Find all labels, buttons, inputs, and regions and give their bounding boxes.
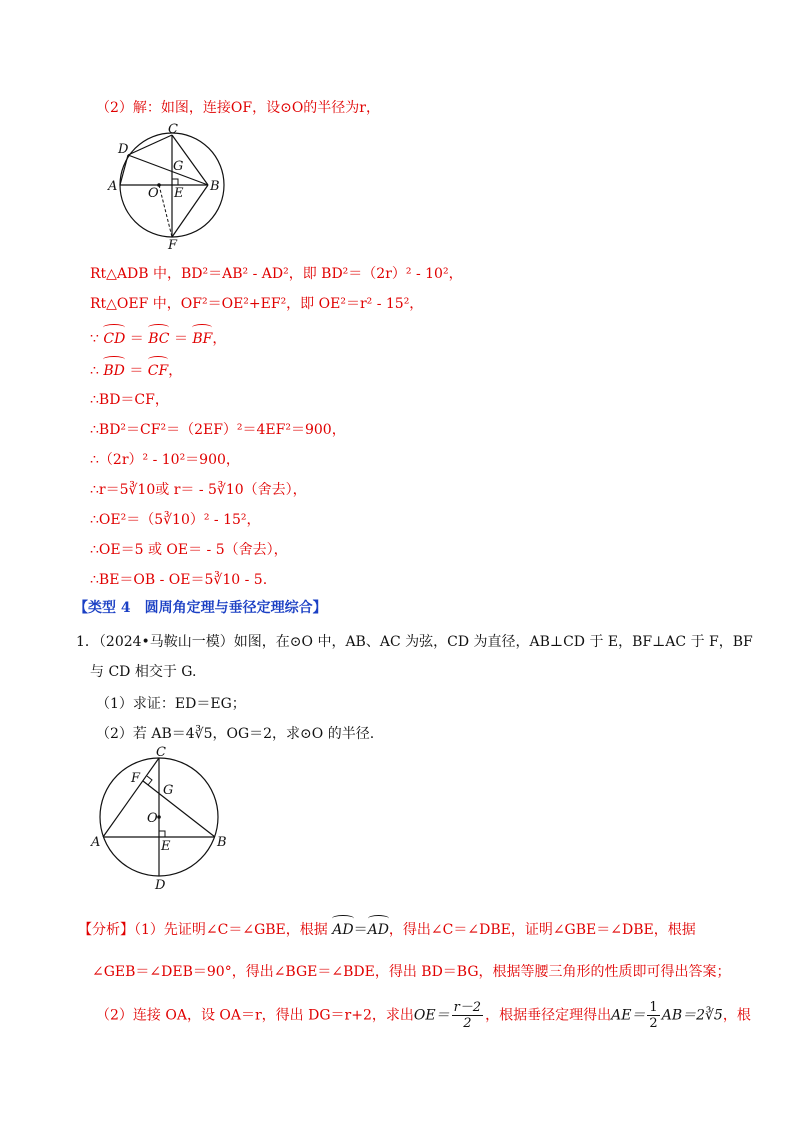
fig2-label-e: E: [161, 839, 171, 854]
section-title: 【类型 4 圆周角定理与垂径定理综合】: [74, 600, 327, 616]
solution-line-1: Rt△ADB 中，BD²＝AB² - AD²，即 BD²＝（2r）² - 10²，: [90, 266, 463, 282]
solution-arc-equation-2: ∴ BD ＝ CF，: [90, 359, 182, 381]
figure-1: [88, 122, 228, 252]
fig2-label-c: C: [156, 745, 166, 760]
fig1-label-c: C: [168, 122, 178, 137]
fig2-label-d: D: [155, 878, 166, 893]
because-symbol: ∵: [90, 331, 99, 347]
problem-line-2: 与 CD 相交于 G.: [90, 664, 197, 680]
fig1-label-b: B: [210, 179, 220, 194]
fig1-label-g: G: [173, 159, 184, 174]
solution-line-6: ∴r＝5∛10或 r＝ - 5∛10（舍去），: [90, 482, 307, 498]
fig2-label-o: O: [147, 811, 158, 826]
fig2-center-dot: [157, 815, 161, 819]
solution-line-9: ∴BE＝OB - OE＝5∛10 - 5.: [90, 572, 268, 588]
arc-bf: BF: [192, 327, 212, 349]
problem-line-1: 1．（2024•马鞍山一模）如图，在⊙O 中，AB、AC 为弦，CD 为直径，AB⊥CD 于 E，BF⊥AC 于 F，BF: [76, 634, 753, 650]
figure-2: [86, 744, 236, 894]
fig1-label-d: D: [118, 142, 129, 157]
fig1-label-o: O: [148, 186, 159, 201]
half-fraction: [647, 1000, 659, 1031]
question-2: （2）若 AB＝4∛5，OG＝2，求⊙O 的半径.: [96, 726, 375, 742]
analysis-line-3c: ，根: [722, 1007, 751, 1024]
solution-line-7: ∴OE²＝（5∛10）² - 15²，: [90, 512, 261, 528]
fig2-label-g: G: [163, 783, 174, 798]
fig2-label-b: B: [217, 835, 227, 850]
oe-denominator: 2: [463, 1016, 472, 1031]
fig1-chord-db: [128, 155, 208, 185]
fig1-label-e: E: [174, 186, 184, 201]
fig2-right-angle-f: [147, 776, 152, 785]
fig2-line-bf: [143, 781, 215, 837]
analysis-line-3b: ，根据垂径定理得出: [485, 1007, 612, 1024]
analysis-tag: 【分析】: [78, 922, 134, 938]
fig1-label-f: F: [168, 238, 178, 252]
half-numerator: 1: [649, 1000, 658, 1015]
analysis-line-1b: ，得出∠C＝∠DBE，证明∠GBE＝∠DBE，根据: [388, 922, 696, 938]
oe-lhs: OE＝: [413, 1007, 450, 1024]
fig2-label-a: A: [91, 835, 101, 850]
analysis-arc-ad-1: AD: [332, 918, 353, 940]
fig1-label-a: A: [108, 179, 118, 194]
solution-line-5: ∴（2r）² - 10²＝900，: [90, 452, 240, 468]
solution-line-2: Rt△OEF 中，OF²＝OE²+EF²，即 OE²＝r² - 15²，: [90, 296, 424, 312]
analysis-line-3a: （2）连接 OA，设 OA＝r，得出 DG＝r+2，求出: [96, 1007, 414, 1024]
fig2-label-f: F: [131, 771, 141, 786]
arc-bd: BD: [103, 359, 125, 381]
part2-intro: （2）解：如图，连接OF，设⊙O的半径为r，: [96, 100, 380, 116]
arc-cf: CF: [148, 359, 168, 381]
ae-lhs: AE＝: [611, 1007, 646, 1024]
ae-rhs: AB＝2∛5: [661, 1007, 723, 1024]
solution-line-3: ∴BD＝CF，: [90, 392, 169, 408]
half-denominator: 2: [649, 1016, 658, 1031]
fig1-right-angle: [172, 179, 178, 185]
oe-fraction: [452, 1000, 484, 1031]
solution-line-4: ∴BD²＝CF²＝（2EF）²＝4EF²＝900，: [90, 422, 346, 438]
fig1-chord-ad: [120, 155, 128, 185]
analysis-line-1a: （1）先证明∠C＝∠GBE，根据: [134, 922, 328, 938]
therefore-symbol: ∴: [90, 363, 99, 379]
question-1: （1）求证：ED＝EG；: [96, 696, 246, 712]
solution-arc-equation-1: ∵ CD ＝ BC ＝ BF，: [90, 327, 226, 349]
analysis-arc-ad-2: AD: [368, 918, 389, 940]
analysis-line-1: 【分析】（1）先证明∠C＝∠GBE，根据 AD＝AD，得出∠C＝∠DBE，证明∠GBE＝∠DBE，根据: [78, 918, 696, 940]
oe-numerator: r－2: [453, 1000, 482, 1015]
arc-cd: CD: [103, 327, 125, 349]
arc-bc: BC: [148, 327, 169, 349]
analysis-line-2: ∠GEB＝∠DEB＝90°，得出∠BGE＝∠BDE，得出 BD＝BG，根据等腰三角形的性质即可得出答案；: [92, 964, 731, 980]
analysis-line-3: [96, 1000, 751, 1031]
fig2-right-angle-e: [159, 831, 165, 837]
fig1-dashed-of: [159, 185, 172, 237]
solution-line-8: ∴OE＝5 或 OE＝ - 5（舍去），: [90, 542, 288, 558]
